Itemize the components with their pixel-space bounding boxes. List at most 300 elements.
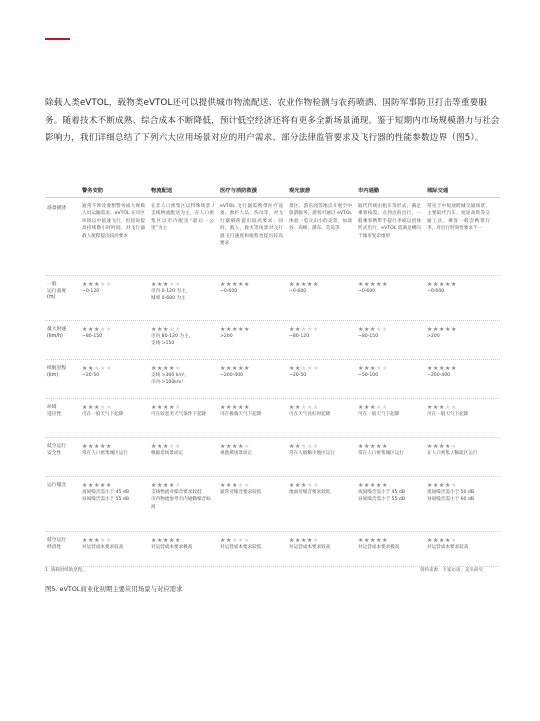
star-icon: ★ [358, 537, 364, 544]
star-icon: ★ [312, 482, 319, 489]
star-rating [358, 443, 421, 450]
star-icon: ★ [450, 482, 457, 489]
star-icon: ★ [294, 281, 301, 288]
star-icon: ★ [82, 281, 88, 288]
star-icon: ★ [427, 482, 433, 489]
star-icon: ★ [105, 365, 112, 372]
star-icon: ★ [168, 443, 175, 450]
footnote: 1. 满载时续航里程。 [45, 568, 87, 573]
star-icon: ★ [231, 443, 238, 450]
table-cell [220, 326, 283, 340]
star-rating [82, 482, 145, 489]
star-icon: ★ [438, 537, 445, 544]
star-icon: ★ [381, 443, 388, 450]
cell-text: 常在人口密集城区运行 [358, 451, 404, 456]
star-icon: ★ [375, 365, 382, 372]
star-icon: ★ [306, 281, 313, 288]
star-rating [289, 482, 352, 489]
star-icon: ★ [444, 365, 451, 372]
star-icon: ★ [82, 443, 88, 450]
star-icon: ★ [369, 443, 376, 450]
star-icon: ★ [450, 281, 457, 288]
table-cell [427, 326, 490, 340]
cell-text: ~0-120 [82, 289, 100, 294]
star-icon: ★ [294, 537, 301, 544]
table-cell [358, 404, 421, 418]
star-icon: ★ [82, 326, 88, 333]
cell-text: ~50-100 [358, 373, 379, 378]
table-cell [427, 482, 490, 504]
star-icon: ★ [300, 537, 307, 544]
table-cell [289, 365, 352, 379]
star-icon: ★ [93, 404, 100, 411]
star-rating [82, 443, 145, 450]
star-icon: ★ [289, 365, 295, 372]
star-icon: ★ [220, 537, 226, 544]
star-rating [358, 404, 421, 411]
table-cell [151, 203, 214, 233]
star-icon: ★ [151, 482, 157, 489]
star-icon: ★ [87, 281, 94, 288]
star-rating [151, 537, 214, 544]
star-icon: ★ [105, 443, 112, 450]
star-icon: ★ [151, 404, 157, 411]
cell-text: 常见于中短途跨城交通场景，主要取代汽车、短途高铁等交通工具，乘客一般会携带行李，对出行时效性要求不一 [427, 204, 490, 232]
star-icon: ★ [312, 443, 319, 450]
cell-text: 可在极端天气下起降 [220, 412, 262, 417]
star-icon: ★ [432, 365, 439, 372]
star-icon: ★ [156, 281, 163, 288]
table-cell [151, 326, 214, 348]
star-icon: ★ [237, 482, 244, 489]
star-icon: ★ [289, 281, 295, 288]
star-icon: ★ [220, 404, 226, 411]
star-icon: ★ [438, 326, 445, 333]
table-cell [82, 365, 145, 379]
cell-text: 可在一般天气下起降 [358, 412, 400, 417]
cell-text: 根据选场景而定 [151, 451, 184, 456]
star-icon: ★ [168, 482, 175, 489]
table-cell [220, 203, 283, 247]
star-icon: ★ [87, 404, 94, 411]
star-icon: ★ [93, 537, 100, 544]
star-icon: ★ [105, 281, 112, 288]
table-cell [427, 365, 490, 379]
star-icon: ★ [168, 537, 175, 544]
star-icon: ★ [225, 404, 232, 411]
table-cell [289, 443, 352, 457]
star-icon: ★ [156, 326, 163, 333]
star-rating [220, 326, 283, 333]
column-header: 市内通勤 [358, 188, 380, 194]
star-icon: ★ [93, 326, 100, 333]
cell-text: ~200-400 [220, 373, 244, 378]
star-icon: ★ [162, 482, 169, 489]
star-icon: ★ [99, 365, 106, 372]
star-icon: ★ [225, 281, 232, 288]
star-icon: ★ [87, 482, 94, 489]
table-cell [82, 482, 145, 504]
star-icon: ★ [82, 365, 88, 372]
star-icon: ★ [450, 326, 457, 333]
star-icon: ★ [444, 482, 451, 489]
star-rating [289, 537, 352, 544]
star-icon: ★ [375, 537, 382, 544]
star-icon: ★ [450, 404, 457, 411]
star-icon: ★ [289, 404, 295, 411]
star-icon: ★ [312, 281, 319, 288]
cell-text: 夜间噪音需小于 45 dB 昼间噪音需小于 55 dB [82, 490, 129, 503]
star-icon: ★ [381, 537, 388, 544]
star-icon: ★ [289, 537, 295, 544]
star-rating [151, 326, 214, 333]
cell-text: 对运营成本要求较低 [220, 545, 262, 550]
table-cell [427, 537, 490, 551]
star-icon: ★ [444, 537, 451, 544]
star-icon: ★ [243, 404, 250, 411]
cell-text: ~20-50 [289, 373, 307, 378]
table-cell [220, 482, 283, 496]
star-icon: ★ [427, 404, 433, 411]
star-icon: ★ [306, 537, 313, 544]
star-icon: ★ [151, 365, 157, 372]
cell-text: 对运营成本要求极高 [151, 545, 193, 550]
star-icon: ★ [369, 326, 376, 333]
star-icon: ★ [156, 404, 163, 411]
star-rating [82, 404, 145, 411]
star-rating [220, 404, 283, 411]
star-rating [358, 365, 421, 372]
star-rating [289, 443, 352, 450]
star-rating [358, 281, 421, 288]
table-cell [220, 281, 283, 295]
star-icon: ★ [306, 365, 313, 372]
star-icon: ★ [381, 326, 388, 333]
cell-text: 常在人烟稀少地区运行 [289, 451, 335, 456]
star-icon: ★ [243, 443, 250, 450]
star-icon: ★ [162, 365, 169, 372]
star-rating [220, 537, 283, 544]
star-rating [289, 281, 352, 288]
star-icon: ★ [358, 404, 364, 411]
star-rating [427, 443, 490, 450]
star-icon: ★ [237, 365, 244, 372]
star-icon: ★ [237, 281, 244, 288]
star-icon: ★ [432, 281, 439, 288]
star-icon: ★ [294, 365, 301, 372]
column-header: 观光旅游 [289, 188, 311, 194]
star-rating [220, 443, 283, 450]
star-icon: ★ [99, 326, 106, 333]
cell-text: 在非人口密集区以特殊场景 / 支线物流配送为主，在人口密集区以市内配送“最后一公里”为主 [151, 204, 214, 232]
cell-text: eVTOL 飞行器需携带医疗设备、救护人员、伤员等，对飞行器载荷提出较高要求；同时，救人、救火等场景对飞行器飞行速度和航程也提出较高要求 [220, 204, 283, 247]
star-icon: ★ [444, 404, 451, 411]
table-cell [358, 537, 421, 551]
star-icon: ★ [231, 404, 238, 411]
row-label: 环境 适应性 [47, 405, 62, 417]
star-icon: ★ [87, 365, 94, 372]
star-icon: ★ [363, 365, 370, 372]
star-rating [82, 537, 145, 544]
star-rating [151, 365, 214, 372]
star-icon: ★ [99, 404, 106, 411]
star-icon: ★ [151, 537, 157, 544]
star-rating [427, 537, 490, 544]
table-cell [289, 203, 352, 233]
star-icon: ★ [99, 482, 106, 489]
cell-text: ~200-400 [427, 373, 451, 378]
star-icon: ★ [225, 482, 232, 489]
star-rating [82, 326, 145, 333]
star-icon: ★ [162, 281, 169, 288]
star-icon: ★ [432, 326, 439, 333]
star-icon: ★ [363, 326, 370, 333]
cell-text: 可在一般天气下起降 [427, 412, 469, 417]
star-icon: ★ [237, 326, 244, 333]
star-icon: ★ [231, 326, 238, 333]
star-icon: ★ [243, 281, 250, 288]
star-icon: ★ [162, 404, 169, 411]
star-icon: ★ [444, 281, 451, 288]
star-rating [151, 281, 214, 288]
star-icon: ★ [289, 326, 295, 333]
table-cell [427, 203, 490, 233]
cell-text: 市内 0-120 为主， 城郊 0-600 为主 [151, 289, 191, 302]
table-row [45, 477, 500, 532]
star-icon: ★ [156, 365, 163, 372]
star-icon: ★ [438, 482, 445, 489]
star-icon: ★ [363, 537, 370, 544]
star-icon: ★ [358, 365, 364, 372]
table-cell [82, 281, 145, 295]
star-icon: ★ [444, 326, 451, 333]
star-icon: ★ [375, 281, 382, 288]
star-icon: ★ [306, 443, 313, 450]
star-icon: ★ [168, 281, 175, 288]
star-icon: ★ [174, 365, 181, 372]
star-icon: ★ [237, 443, 244, 450]
table-row [45, 532, 500, 567]
star-icon: ★ [82, 404, 88, 411]
star-icon: ★ [432, 482, 439, 489]
star-icon: ★ [105, 537, 112, 544]
star-icon: ★ [363, 281, 370, 288]
cell-text: >200 [220, 334, 233, 339]
star-icon: ★ [225, 326, 232, 333]
star-icon: ★ [427, 443, 433, 450]
star-icon: ★ [358, 281, 364, 288]
star-icon: ★ [363, 482, 370, 489]
star-icon: ★ [375, 404, 382, 411]
star-icon: ★ [82, 537, 88, 544]
cell-text: 可在天气良好时起降 [289, 412, 331, 417]
row-label: 低空运行 安全性 [47, 444, 67, 456]
star-icon: ★ [87, 537, 94, 544]
star-icon: ★ [375, 326, 382, 333]
intro-paragraph: 除载人类eVTOL，载物类eVTOL还可以提供城市物流配送、农业作物检测与农药喷洒、国防军事防卫打击等重要服务。随着技术不断成熟、综合成本不断降低，预计低空经济还将有更多全新场景涌现。鉴于短期内市场规模潜力与社会影响力，我们详细总结了下列六大应用场景对应的用户需求、部分法律监管要求及飞行器的性能参数边界（图5）。 [45, 98, 500, 143]
row-label: 运行噪音 [47, 483, 67, 488]
star-icon: ★ [363, 404, 370, 411]
cell-text: 对运营成本要求较高 [427, 545, 469, 550]
star-icon: ★ [375, 482, 382, 489]
star-icon: ★ [300, 443, 307, 450]
star-icon: ★ [450, 443, 457, 450]
star-icon: ★ [294, 404, 301, 411]
star-icon: ★ [300, 326, 307, 333]
star-icon: ★ [93, 482, 100, 489]
star-icon: ★ [438, 404, 445, 411]
star-icon: ★ [231, 537, 238, 544]
star-icon: ★ [300, 404, 307, 411]
star-icon: ★ [358, 482, 364, 489]
star-icon: ★ [225, 365, 232, 372]
star-rating [427, 482, 490, 489]
star-rating [289, 365, 352, 372]
cell-text: 通常对噪音要求较低 [220, 490, 262, 495]
star-icon: ★ [151, 281, 157, 288]
star-icon: ★ [381, 281, 388, 288]
cell-text: 视救援场景而定 [220, 451, 253, 456]
star-rating [427, 404, 490, 411]
star-rating [82, 281, 145, 288]
cell-text: 地面对噪音要求较低 [289, 490, 331, 495]
star-icon: ★ [427, 326, 433, 333]
star-rating [427, 365, 490, 372]
star-icon: ★ [87, 326, 94, 333]
star-icon: ★ [369, 482, 376, 489]
table-row [45, 360, 500, 399]
star-icon: ★ [312, 365, 319, 372]
table-cell [82, 404, 145, 418]
star-icon: ★ [381, 404, 388, 411]
cell-text: 支线物流对噪音要求较低 市内物流参考市内通勤噪音标准 [151, 490, 211, 510]
star-icon: ★ [300, 365, 307, 372]
star-rating [427, 281, 490, 288]
star-icon: ★ [444, 443, 451, 450]
table-row [45, 321, 500, 360]
star-rating [82, 365, 145, 372]
star-icon: ★ [174, 404, 181, 411]
table-cell [358, 326, 421, 340]
star-icon: ★ [432, 404, 439, 411]
star-icon: ★ [105, 326, 112, 333]
accent-bar [45, 38, 70, 40]
table-cell [151, 281, 214, 303]
star-icon: ★ [174, 482, 181, 489]
table-row [45, 399, 500, 438]
star-icon: ★ [438, 443, 445, 450]
cell-text: 夜间噪音需小于 50 dB 昼间噪音需小于 60 dB [427, 490, 474, 503]
table-row [45, 438, 500, 477]
table-row [45, 198, 500, 276]
cell-text: 在人口密集 / 稀疏区运行 [427, 451, 478, 456]
column-header: 城际交通 [427, 188, 449, 194]
star-icon: ★ [174, 326, 181, 333]
star-rating [151, 404, 214, 411]
row-label: 低空运行 经济性 [47, 538, 67, 550]
table-cell [82, 537, 145, 551]
star-icon: ★ [174, 281, 181, 288]
star-icon: ★ [427, 365, 433, 372]
table-cell [427, 281, 490, 295]
star-icon: ★ [381, 365, 388, 372]
cell-text: 景区、游乐园等地点开展空中旅游服务，游客可通过 eVTOL 体验一览众山小的美景，如深谷、高峰、瀑布、荒岛等 [289, 204, 352, 232]
table-header [45, 181, 500, 198]
cell-text: ~0-600 [289, 289, 307, 294]
star-rating [358, 326, 421, 333]
cell-text: 对运营成本要求极高 [358, 545, 400, 550]
star-icon: ★ [105, 482, 112, 489]
table-cell [220, 443, 283, 457]
scenario-table [45, 181, 500, 567]
star-icon: ★ [237, 404, 244, 411]
table-cell [82, 203, 145, 240]
column-header: 医疗与消防救援 [220, 188, 258, 194]
cell-text: 支线 >300 km¹， 市内 >100km¹ [151, 373, 190, 386]
table-cell [289, 281, 352, 295]
figure-caption: 图5. eVTOL商业化初期主要应用场景与对应需求 [45, 585, 183, 593]
star-icon: ★ [156, 482, 163, 489]
table-cell [289, 404, 352, 418]
star-icon: ★ [99, 281, 106, 288]
star-icon: ★ [151, 326, 157, 333]
cell-text: 对运营成本要求较高 [82, 545, 124, 550]
star-icon: ★ [450, 537, 457, 544]
star-icon: ★ [93, 365, 100, 372]
star-icon: ★ [312, 404, 319, 411]
cell-text: 可在一般天气下起降 [82, 412, 124, 417]
column-header: 物流配送 [151, 188, 173, 194]
star-icon: ★ [174, 537, 181, 544]
table-cell [358, 365, 421, 379]
star-icon: ★ [168, 404, 175, 411]
star-icon: ★ [363, 443, 370, 450]
table-cell [289, 326, 352, 340]
table-row [45, 276, 500, 321]
table-cell [151, 404, 214, 418]
cell-text: 对运营成本要求较高 [289, 545, 331, 550]
table-cell [289, 482, 352, 496]
star-icon: ★ [168, 365, 175, 372]
star-icon: ★ [438, 365, 445, 372]
star-icon: ★ [231, 365, 238, 372]
star-icon: ★ [93, 443, 100, 450]
cell-text: 夜间噪音需小于 45 dB 昼间噪音需小于 55 dB [358, 490, 405, 503]
table-cell [151, 443, 214, 457]
star-icon: ★ [300, 482, 307, 489]
cell-text: 市内 80-120 为主， 支线 >150 [151, 334, 194, 347]
star-icon: ★ [99, 443, 106, 450]
star-icon: ★ [162, 443, 169, 450]
star-icon: ★ [375, 443, 382, 450]
star-icon: ★ [156, 537, 163, 544]
star-icon: ★ [427, 281, 433, 288]
star-rating [151, 443, 214, 450]
star-icon: ★ [174, 443, 181, 450]
cell-text: ~0-600 [427, 289, 445, 294]
star-icon: ★ [381, 482, 388, 489]
star-icon: ★ [220, 482, 226, 489]
star-icon: ★ [243, 537, 250, 544]
star-icon: ★ [306, 326, 313, 333]
table-cell [220, 404, 283, 418]
star-icon: ★ [231, 281, 238, 288]
star-icon: ★ [306, 482, 313, 489]
row-label: 最大时速 (km/h) [47, 327, 67, 339]
star-icon: ★ [289, 482, 295, 489]
cell-text: ~0-600 [220, 289, 238, 294]
cell-text: ~0-600 [358, 289, 376, 294]
